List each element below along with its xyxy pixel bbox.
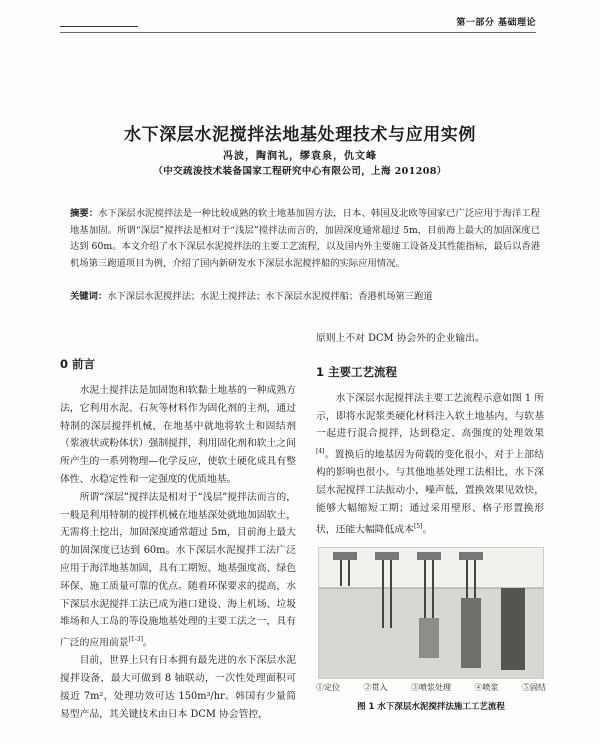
keywords-label: 关键词： [70, 291, 108, 302]
running-header [60, 12, 536, 32]
intro-heading: 0 前言 [60, 357, 96, 371]
figure-caption: 图 1 水下深层水泥搅拌法施工工艺流程 [357, 702, 505, 712]
figure-step-label: ①定位 [316, 683, 340, 692]
keywords-text: 水下深层水泥搅拌法；水泥土搅拌法；水下深层水泥搅拌船；香港机场第三跑道 [107, 291, 433, 302]
keywords [70, 289, 540, 305]
process-figure [318, 547, 544, 679]
header-rule [60, 32, 536, 33]
article-authors: 冯波，陶润礼，缪袁泉，仇文峰 [223, 151, 377, 162]
figure-step-labels [316, 682, 546, 693]
process-paragraph-end: 。 [422, 523, 433, 535]
process-heading: 1 主要工艺流程 [316, 364, 398, 379]
process-paragraph-1 [316, 390, 544, 539]
citation: [1-3] [128, 636, 143, 644]
article-affiliation: （中交疏浚技术装备国家工程研究中心有限公司，上海 201208） [153, 166, 447, 177]
running-title: 第一部分 基础理论 [456, 18, 536, 28]
process-paragraph-text: 水下深层水泥搅拌法主要工艺流程示意如图 1 所示，即将水泥浆类硬化材料注入软土地基内，与软基一起进行混合搅拌，达到稳定、高强度的处理效果 [316, 392, 544, 440]
article-title: 水下深层水泥搅拌法地基处理技术与应用实例 [124, 125, 476, 145]
citation: [5] [413, 522, 423, 530]
intro-paragraph-1: 水泥土搅拌法是加固饱和软黏土地基的一种成熟方法，它利用水泥、石灰等材料作为固化剂的主剂，通过特制的深层搅拌机械，在地基中就地将软土和固结剂（浆液状或粉体状）强制搅拌，利用固化剂和软土之间所产生的一系列物理—化学反应，使软土硬化成具有整体性、水稳定性和一定强度的优质地基。 [60, 385, 296, 485]
figure-step-label: ②贯入 [363, 683, 388, 692]
intro-paragraph-3: 目前，世界上只有日本拥有最先进的水下深层水泥搅拌设备，最大可做到 8 轴联动，一次性处理面积可接近 7m²，处理功效可达 150m³/hr。韩国有少量简易型产品，其关键技术由日本 DCM 协会管控， [60, 655, 296, 720]
stage-5 [501, 588, 525, 670]
figure-step-label: ③喷浆处理 [411, 683, 451, 692]
intro-paragraph-2-end: 。 [142, 637, 153, 649]
intro-paragraph-2 [60, 489, 296, 652]
citation: [4] [316, 448, 325, 456]
abstract-label: 摘要： [70, 208, 99, 219]
abstract [70, 206, 540, 272]
right-column [316, 330, 544, 539]
left-column [60, 356, 296, 723]
abstract-text: 水下深层水泥搅拌法是一种比较成熟的软土地基加固方法，日本、韩国及北欧等国家已广泛应用于海洋工程地基加固。所谓“深层”搅拌法是相对于“浅层”搅拌法而言的，加固深度通常超过 5m，目前海上最大的加固深度已达到 60m。本文介绍了水下深层水泥搅拌法的主要工艺流程，以及国内外主要施工设备及其性能指标，最后以香港机场第三跑道项目为例，介绍了国内新研发水下深层水泥搅拌船的实际应用情况。 [70, 208, 540, 269]
figure-step-label: ④喷浆 [474, 683, 499, 692]
continuation-text: 原则上不对 DCM 协会外的企业输出。 [316, 333, 485, 344]
process-paragraph-tail: 。置换后的地基因为荷载的变化很小，对于上部结构的影响也很小。与其他地基处理工法相比，水下深层水泥搅拌工法振动小，噪声低，置换效果见效快，能够大幅缩短工期；通过采用壁形、格子形置换形状，还能大幅降低成本 [316, 449, 544, 535]
intro-paragraph-2-text: 所谓“深层”搅拌法是相对于“浅层”搅拌法而言的，一般是利用特制的搅拌机械在地基深处就地加固软土，无需将土挖出，加固深度通常超过 5m，目前海上最大的加固深度已达到 60m。水下深层水泥搅拌工法广泛应用于海洋地基加固，具有工期短、地基强度高、绿色环保、施工质量可靠的优点。随着环保要求的提高，水下深层水泥搅拌工法已成为港口建设、海上机场、垃圾堆场和人工岛的等设施地基处理的主要工法之一，具有广泛的应用前景 [60, 491, 296, 649]
figure-step-label: ⑤固结 [522, 683, 546, 692]
header-left-rule [60, 26, 138, 27]
process-illustration [319, 548, 543, 678]
